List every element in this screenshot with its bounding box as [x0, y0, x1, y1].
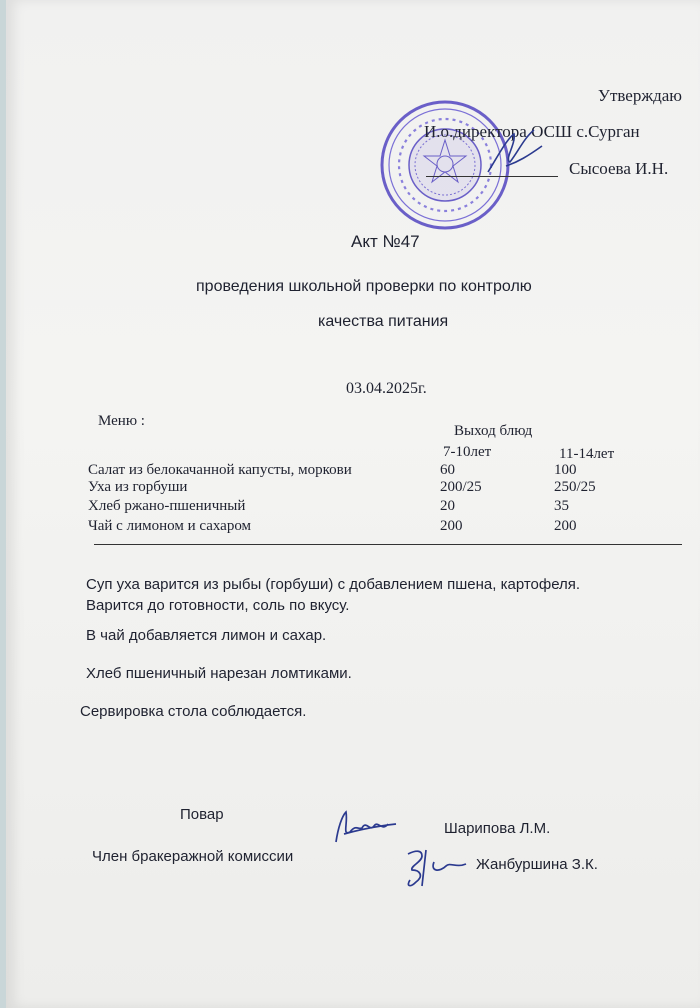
commission-signature: [400, 842, 474, 894]
act-subtitle-line-1: проведения школьной проверки по контролю: [196, 278, 532, 295]
menu-value-11-14: 250/25: [554, 479, 596, 495]
menu-value-7-10: 60: [440, 462, 455, 478]
menu-value-7-10: 200: [440, 518, 463, 534]
document-page: [6, 0, 700, 1008]
note-table-setting: Сервировка стола соблюдается.: [80, 703, 307, 720]
cook-label: Повар: [180, 806, 224, 823]
cook-signature: [328, 806, 400, 848]
menu-row: [6, 518, 700, 536]
menu-value-11-14: 35: [554, 498, 569, 514]
menu-value-11-14: 100: [554, 462, 577, 478]
yield-header: Выход блюд: [454, 423, 533, 439]
note-soup: Суп уха варится из рыбы (горбуши) с добавлением пшена, картофеля.: [86, 576, 581, 593]
menu-row: [6, 479, 700, 497]
note-bread: Хлеб пшеничный нарезан ломтиками.: [86, 665, 352, 682]
note-soup-cooking: Варится до готовности, соль по вкусу.: [86, 597, 350, 614]
act-date: 03.04.2025г.: [346, 380, 427, 397]
act-title: Акт №47: [351, 232, 420, 251]
menu-dish: Салат из белокачанной капусты, моркови: [88, 462, 352, 478]
table-bottom-rule: [94, 544, 682, 545]
menu-value-7-10: 200/25: [440, 479, 482, 495]
approval-title: Утверждаю: [597, 86, 682, 105]
approval-name: Сысоева И.Н.: [569, 159, 669, 178]
approval-position: И.о.директора ОСШ с.Сурган: [424, 122, 640, 141]
menu-row: [6, 462, 700, 480]
age-group-header-11-14: 11-14лет: [559, 446, 615, 462]
commission-name: Жанбуршина З.К.: [476, 856, 598, 873]
menu-dish: Чай с лимоном и сахаром: [88, 518, 252, 534]
cook-name: Шарипова Л.М.: [444, 820, 551, 837]
note-tea: В чай добавляется лимон и сахар.: [86, 627, 327, 644]
act-subtitle-line-2: качества питания: [318, 313, 449, 330]
director-signature-line: [426, 176, 558, 177]
age-group-header-7-10: 7-10лет: [443, 444, 492, 460]
menu-label: Меню :: [98, 413, 145, 429]
menu-value-11-14: 200: [554, 518, 577, 534]
menu-dish: Хлеб ржано-пшеничный: [88, 498, 246, 514]
menu-value-7-10: 20: [440, 498, 455, 514]
menu-row: [6, 498, 700, 516]
commission-label: Член бракеражной комиссии: [92, 848, 294, 865]
director-signature: [484, 122, 546, 182]
menu-dish: Уха из горбуши: [88, 479, 188, 495]
